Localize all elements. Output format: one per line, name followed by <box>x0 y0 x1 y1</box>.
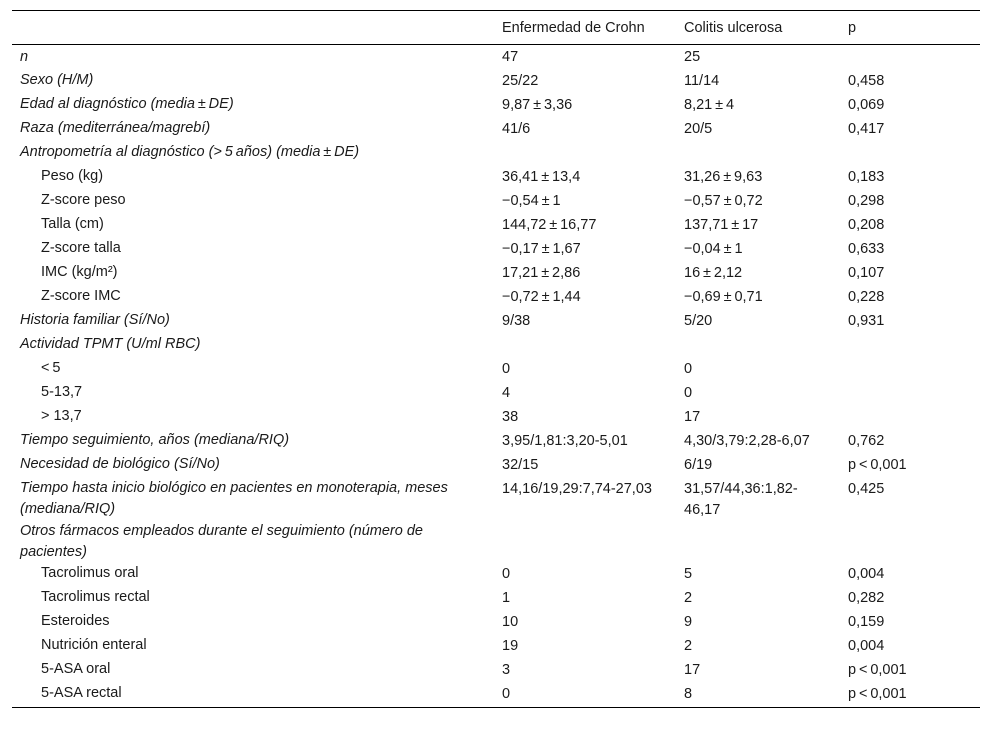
row-label: 5-ASA oral <box>41 661 111 677</box>
table-row <box>12 521 980 563</box>
cell-p-value: 0,931 <box>848 313 885 329</box>
cell-crohn <box>494 521 676 563</box>
cell-colitis: 17 <box>684 662 701 678</box>
cell-colitis: 2 <box>684 638 693 654</box>
table-row <box>12 118 980 142</box>
table-container <box>12 10 980 708</box>
table-row <box>12 587 980 611</box>
table-row <box>12 382 980 406</box>
cell-p-value: 0,159 <box>848 614 885 630</box>
table-row <box>12 611 980 635</box>
cell-crohn: 41/6 <box>502 121 531 137</box>
table-row <box>12 358 980 382</box>
cell-p-value: 0,228 <box>848 289 885 305</box>
cell-crohn: 17,21 ± 2,86 <box>502 265 581 281</box>
cell-crohn: 0 <box>502 566 511 582</box>
table-row <box>12 478 980 521</box>
cell-colitis: 0 <box>684 385 693 401</box>
cell-crohn: −0,72 ± 1,44 <box>502 289 581 305</box>
row-label: Talla (cm) <box>41 216 104 232</box>
row-label: 5-ASA rectal <box>41 685 122 701</box>
row-label: Esteroides <box>41 613 110 629</box>
cell-crohn: 0 <box>502 361 511 377</box>
cell-p-value: 0,183 <box>848 169 885 185</box>
cell-p-value: 0,762 <box>848 433 885 449</box>
cell-p-value <box>840 521 980 563</box>
table-row <box>12 70 980 94</box>
row-label: Actividad TPMT (U/ml RBC) <box>20 336 201 352</box>
cell-crohn: 3 <box>502 662 511 678</box>
row-label: Tiempo seguimiento, años (mediana/RIQ) <box>20 432 290 448</box>
cell-p-value: 0,417 <box>848 121 885 137</box>
cell-crohn: 10 <box>502 614 519 630</box>
cell-crohn: 38 <box>502 409 519 425</box>
cell-crohn: −0,17 ± 1,67 <box>502 241 581 257</box>
cell-crohn: 3,95/1,81:3,20-5,01 <box>502 433 628 449</box>
cell-colitis: 8,21 ± 4 <box>684 97 735 113</box>
cell-p-value: 0,425 <box>848 481 885 497</box>
row-label: < 5 <box>41 360 61 376</box>
row-label: 5-13,7 <box>41 384 83 400</box>
cell-p-value: 0,069 <box>848 97 885 113</box>
table-body <box>12 45 980 708</box>
row-label: Nutrición enteral <box>41 637 147 653</box>
cell-p-value <box>840 382 980 406</box>
table-header <box>12 11 980 45</box>
cell-crohn <box>494 142 676 166</box>
header-p: p <box>848 19 857 36</box>
row-label: Raza (mediterránea/magrebí) <box>20 120 211 136</box>
row-label: Edad al diagnóstico (media ± DE) <box>20 96 234 112</box>
cell-p-value <box>840 142 980 166</box>
cell-crohn: 36,41 ± 13,4 <box>502 169 581 185</box>
cell-p-value: 0,004 <box>848 638 885 654</box>
row-label: Tiempo hasta inicio biológico en pacientes en monoterapia, meses (mediana/RIQ) <box>20 480 448 517</box>
header-row <box>12 11 980 45</box>
row-label: Z-score talla <box>41 240 121 256</box>
table-row <box>12 94 980 118</box>
cell-p-value <box>840 45 980 71</box>
cell-p-value <box>840 358 980 382</box>
cell-p-value: p < 0,001 <box>848 662 907 678</box>
cell-colitis: 137,71 ± 17 <box>684 217 759 233</box>
cell-colitis <box>676 521 840 563</box>
cell-colitis: 17 <box>684 409 701 425</box>
cell-crohn: 0 <box>502 686 511 702</box>
cell-crohn: 9,87 ± 3,36 <box>502 97 573 113</box>
cell-crohn: 32/15 <box>502 457 539 473</box>
cell-crohn: −0,54 ± 1 <box>502 193 561 209</box>
table-row <box>12 166 980 190</box>
row-label: Z-score peso <box>41 192 126 208</box>
cell-p-value: 0,458 <box>848 73 885 89</box>
table-row <box>12 334 980 358</box>
cell-colitis: 6/19 <box>684 457 713 473</box>
table-row <box>12 659 980 683</box>
cell-crohn: 9/38 <box>502 313 531 329</box>
table-row <box>12 406 980 430</box>
cell-colitis: 20/5 <box>684 121 713 137</box>
row-label: Historia familiar (Sí/No) <box>20 312 170 328</box>
row-label: n <box>20 49 29 65</box>
cell-colitis: 16 ± 2,12 <box>684 265 743 281</box>
row-label: > 13,7 <box>41 408 82 424</box>
cell-crohn: 144,72 ± 16,77 <box>502 217 597 233</box>
table-row <box>12 563 980 587</box>
row-label: Sexo (H/M) <box>20 72 94 88</box>
cell-crohn: 25/22 <box>502 73 539 89</box>
row-label: Z-score IMC <box>41 288 121 304</box>
table-row <box>12 214 980 238</box>
table-row <box>12 454 980 478</box>
cell-p-value <box>840 334 980 358</box>
cell-colitis: −0,69 ± 0,71 <box>684 289 763 305</box>
cell-p-value: p < 0,001 <box>848 686 907 702</box>
table-row <box>12 262 980 286</box>
table-row <box>12 45 980 71</box>
row-label: Antropometría al diagnóstico (> 5 años) (media ± DE) <box>20 144 360 160</box>
cell-colitis: 8 <box>684 686 693 702</box>
cell-crohn: 47 <box>502 49 519 65</box>
cell-p-value: 0,208 <box>848 217 885 233</box>
cell-crohn: 1 <box>502 590 511 606</box>
row-label: Otros fármacos empleados durante el seguimiento (número de pacientes) <box>20 523 423 560</box>
cell-p-value: 0,298 <box>848 193 885 209</box>
cell-colitis: 11/14 <box>684 73 720 89</box>
row-label: Tacrolimus oral <box>41 565 139 581</box>
cell-p-value: 0,633 <box>848 241 885 257</box>
data-table <box>12 10 980 708</box>
cell-colitis: 31,57/44,36:1,82-46,17 <box>684 481 798 518</box>
row-label: IMC (kg/m²) <box>41 264 118 280</box>
cell-colitis: 0 <box>684 361 693 377</box>
table-row <box>12 310 980 334</box>
cell-colitis: 9 <box>684 614 693 630</box>
header-colitis: Colitis ulcerosa <box>684 19 783 36</box>
table-row <box>12 238 980 262</box>
cell-colitis <box>676 142 840 166</box>
cell-crohn: 14,16/19,29:7,74-27,03 <box>502 481 652 497</box>
table-row <box>12 635 980 659</box>
cell-colitis <box>676 334 840 358</box>
cell-colitis: 5/20 <box>684 313 713 329</box>
cell-p-value <box>840 406 980 430</box>
table-row <box>12 142 980 166</box>
cell-p-value: 0,107 <box>848 265 885 281</box>
cell-colitis: 31,26 ± 9,63 <box>684 169 763 185</box>
cell-colitis: 25 <box>684 49 701 65</box>
cell-colitis: 5 <box>684 566 693 582</box>
cell-p-value: 0,004 <box>848 566 885 582</box>
cell-p-value: p < 0,001 <box>848 457 907 473</box>
table-row <box>12 430 980 454</box>
header-crohn: Enfermedad de Crohn <box>502 19 645 36</box>
cell-colitis: 4,30/3,79:2,28-6,07 <box>684 433 810 449</box>
cell-crohn: 19 <box>502 638 519 654</box>
header-empty <box>12 11 494 45</box>
cell-crohn <box>494 334 676 358</box>
table-row <box>12 286 980 310</box>
cell-p-value: 0,282 <box>848 590 885 606</box>
cell-crohn: 4 <box>502 385 511 401</box>
table-row <box>12 190 980 214</box>
row-label: Tacrolimus rectal <box>41 589 150 605</box>
row-label: Necesidad de biológico (Sí/No) <box>20 456 220 472</box>
cell-colitis: −0,04 ± 1 <box>684 241 743 257</box>
table-row <box>12 683 980 708</box>
cell-colitis: 2 <box>684 590 693 606</box>
row-label: Peso (kg) <box>41 168 104 184</box>
cell-colitis: −0,57 ± 0,72 <box>684 193 763 209</box>
